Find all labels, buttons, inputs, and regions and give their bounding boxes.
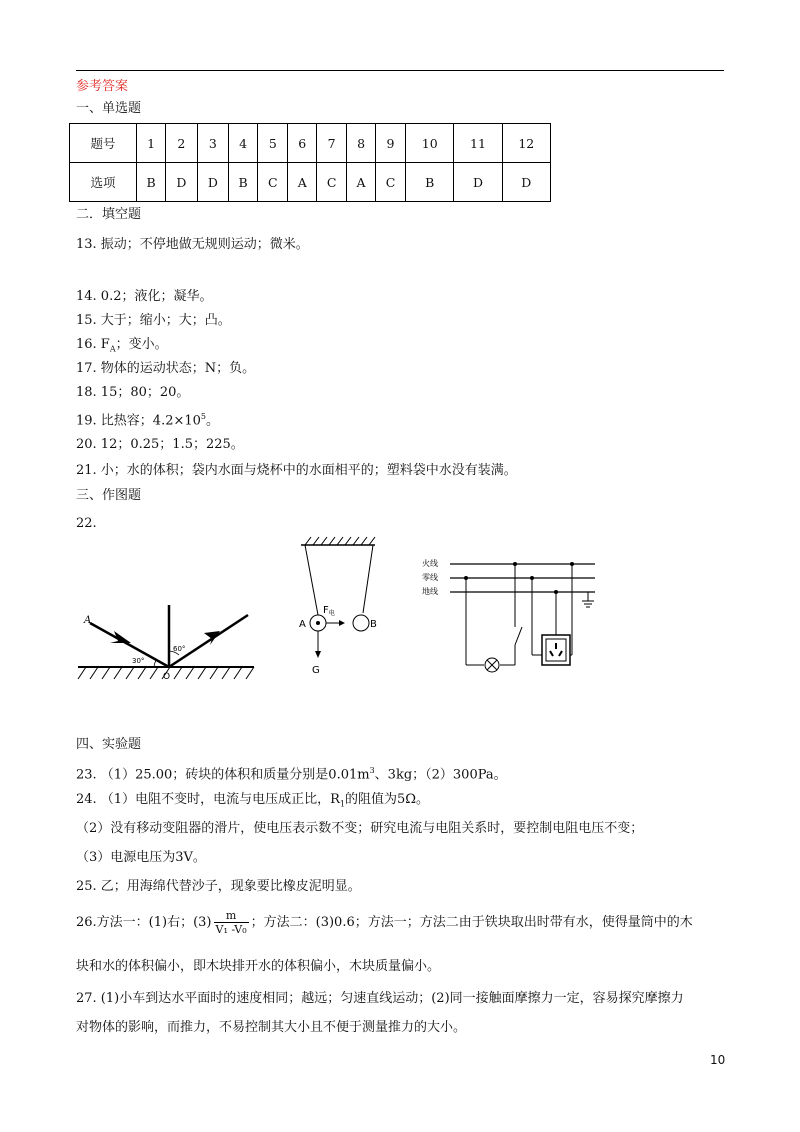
text-run: 的阻值为5Ω。 xyxy=(344,792,430,807)
label-ball-a: A xyxy=(299,619,306,630)
label-ball-b: B xyxy=(370,619,377,630)
fraction xyxy=(214,909,249,936)
table-header-number: 题号 xyxy=(70,124,137,163)
question-22-label: 22. xyxy=(76,516,97,531)
live-wire-label: 火线 xyxy=(422,559,438,568)
table-row xyxy=(70,163,551,202)
answer-line-16 xyxy=(76,336,168,359)
answer-line-24 xyxy=(76,791,429,814)
table-cell: C xyxy=(317,163,347,202)
force-letter: F xyxy=(323,605,329,616)
fraction-denominator: V₁ -V₀ xyxy=(215,923,247,936)
answer-line-23 xyxy=(76,762,507,784)
reflection-diagram xyxy=(76,595,261,685)
answer-title: 参考答案 xyxy=(76,79,129,94)
table-cell: 6 xyxy=(288,124,317,163)
table-cell: 10 xyxy=(406,124,454,163)
table-cell: B xyxy=(406,163,454,202)
text-run: 、3kg；（2）300Pa。 xyxy=(374,767,507,783)
answer-line-24-part3: （3）电源电压为3V。 xyxy=(76,850,206,865)
table-cell: D xyxy=(197,163,229,202)
answer-line-24-part2: （2）没有移动变阻器的滑片，使电压表示数不变；研究电流与电阻关系时，要控制电阻电压不变； xyxy=(76,821,644,836)
force-subscript: 电 xyxy=(328,610,335,617)
subscript: 1 xyxy=(339,799,345,809)
angle-30-label: 30° xyxy=(132,657,145,665)
table-cell: C xyxy=(258,163,288,202)
text-run: 16. F xyxy=(76,337,110,352)
label-a: A xyxy=(84,615,92,626)
table-cell: C xyxy=(375,163,405,202)
text-run: 23. （1）25.00；砖块的体积和质量分别是0.01m xyxy=(76,767,370,783)
angle-60-label: 60° xyxy=(173,645,186,653)
table-cell: 11 xyxy=(454,124,502,163)
table-cell: 8 xyxy=(347,124,376,163)
answer-line-26 xyxy=(76,908,693,938)
circuit-diagram xyxy=(420,555,605,685)
table-row xyxy=(70,124,551,163)
subscript: A xyxy=(109,344,116,354)
text-run: 。 xyxy=(206,413,220,429)
table-cell: 12 xyxy=(502,124,550,163)
superscript: 5 xyxy=(200,412,207,421)
answer-line-26-cont: 块和水的体积偏小，即木块排开水的体积偏小，木块质量偏小。 xyxy=(76,959,441,974)
text-run: 24. （1）电阻不变时，电流与电压成正比，R xyxy=(76,792,340,807)
section-heading-drawing: 三、作图题 xyxy=(76,488,142,503)
answer-line-13: 13. 振动；不停地做无规则运动；微米。 xyxy=(76,237,309,252)
table-cell: 3 xyxy=(197,124,229,163)
answer-line-27-cont: 对物体的影响，而推力，不易控制其大小且不便于测量推力的大小。 xyxy=(76,1020,467,1035)
ground-wire-label: 地线 xyxy=(422,587,438,596)
label-o: O xyxy=(163,672,171,682)
table-cell: B xyxy=(137,163,166,202)
section-heading-single-choice: 一、单选题 xyxy=(76,101,142,116)
table-cell: D xyxy=(454,163,502,202)
answer-line-17: 17. 物体的运动状态；N；负。 xyxy=(76,361,256,376)
table-cell: A xyxy=(288,163,317,202)
table-cell: 4 xyxy=(229,124,258,163)
table-cell: D xyxy=(166,163,198,202)
table-cell: 5 xyxy=(258,124,288,163)
answer-line-19 xyxy=(76,408,219,430)
text-run: 26.方法一：(1)右；(3) xyxy=(76,915,212,930)
answer-line-14: 14. 0.2；液化；凝华。 xyxy=(76,289,213,304)
page-number: 10 xyxy=(710,1053,726,1067)
table-cell: A xyxy=(347,163,376,202)
table-cell: 7 xyxy=(317,124,347,163)
answer-line-15: 15. 大于；缩小；大；凸。 xyxy=(76,313,231,328)
table-cell: 9 xyxy=(375,124,405,163)
header-rule xyxy=(76,70,724,71)
table-cell: 1 xyxy=(137,124,166,163)
neutral-wire-label: 零线 xyxy=(422,573,438,582)
section-heading-fill-blank: 二．填空题 xyxy=(76,207,142,222)
pendulum-diagram xyxy=(293,535,383,680)
section-heading-experiment: 四、实验题 xyxy=(76,737,142,752)
superscript: 3 xyxy=(369,766,375,775)
text-run: ；变小。 xyxy=(115,337,168,352)
answer-line-27: 27. (1)小车到达水平面时的速度相同；越远；匀速直线运动；(2)同一接触面摩擦力一定，容易探究摩擦力 xyxy=(76,991,684,1006)
table-cell: D xyxy=(502,163,550,202)
table-header-answer: 选项 xyxy=(70,163,137,202)
answer-line-21: 21. 小；水的体积；袋内水面与烧杯中的水面相平的；塑料袋中水没有装满。 xyxy=(76,463,517,478)
label-force xyxy=(323,605,335,617)
text-run: 19. 比热容；4.2×10 xyxy=(76,413,201,429)
answer-table xyxy=(69,123,551,202)
text-run: ；方法二：(3)0.6；方法一；方法二由于铁块取出时带有水，使得量筒中的木 xyxy=(250,915,693,930)
answer-line-20: 20. 12；0.25；1.5；225。 xyxy=(76,437,244,452)
table-cell: B xyxy=(229,163,258,202)
label-gravity: G xyxy=(312,665,320,676)
answer-line-25: 25. 乙；用海绵代替沙子，现象要比橡皮泥明显。 xyxy=(76,879,361,894)
table-cell: 2 xyxy=(166,124,198,163)
answer-line-18: 18. 15；80；20。 xyxy=(76,385,190,400)
fraction-numerator: m xyxy=(214,909,249,923)
